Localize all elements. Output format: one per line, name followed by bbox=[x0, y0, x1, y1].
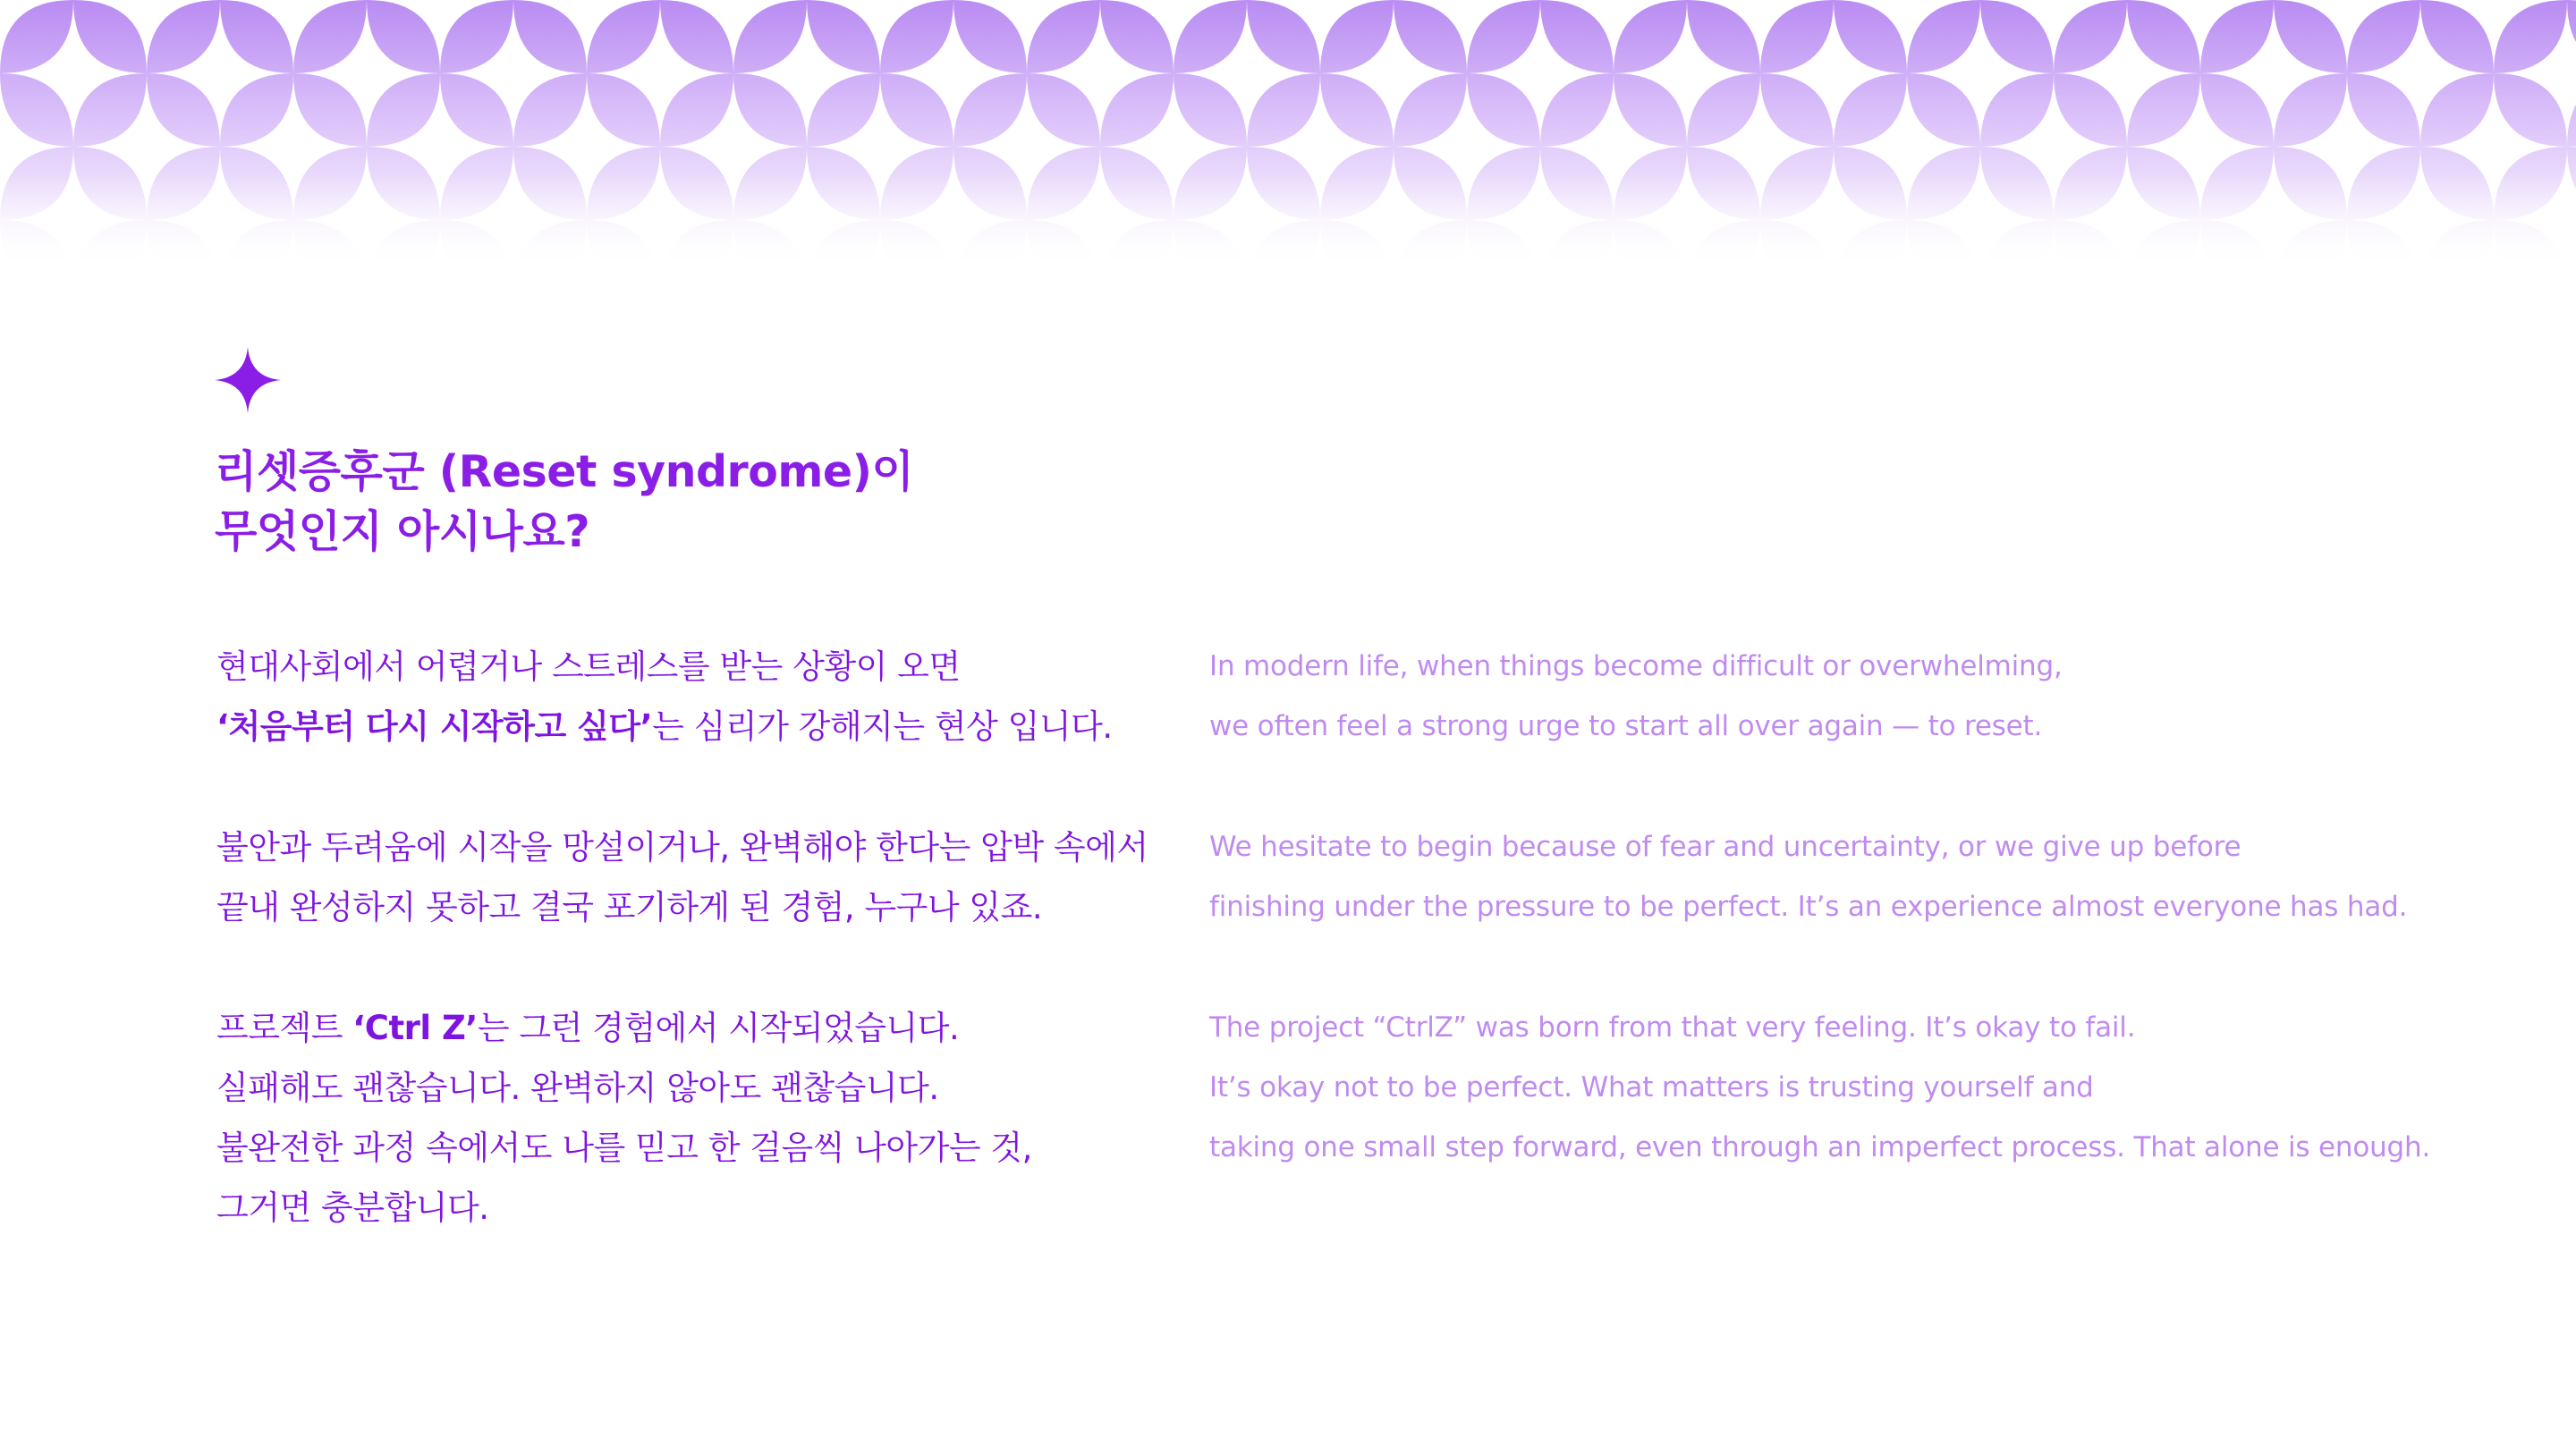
text-segment: 는 그런 경험에서 시작되었습니다. bbox=[477, 1009, 960, 1047]
text-line: 불안과 두려움에 시작을 망설이거나, 완벽해야 한다는 압박 속에서 bbox=[216, 828, 1148, 867]
title-line: 무엇인지 아시나요? bbox=[215, 506, 590, 557]
korean-paragraph bbox=[216, 637, 1174, 757]
text-line: finishing under the pressure to be perfect. It’s an experience almost everyone has had. bbox=[1209, 891, 2408, 923]
text-line: 끝내 완성하지 못하고 결국 포기하게 된 경험, 누구나 있죠. bbox=[216, 888, 1043, 926]
title-line: 리셋증후군 (Reset syndrome)이 bbox=[215, 446, 914, 497]
text-line bbox=[216, 697, 1174, 757]
english-paragraph bbox=[1209, 998, 2479, 1178]
four-point-sparkle-icon bbox=[215, 347, 281, 413]
text-line: It’s okay not to be perfect. What matters is trusting yourself and bbox=[1209, 1071, 2094, 1104]
korean-text-column bbox=[216, 637, 1174, 1298]
text-line: taking one small step forward, even through an imperfect process. That alone is enough. bbox=[1209, 1131, 2431, 1163]
english-text-column bbox=[1209, 637, 2479, 1239]
text-line: We hesitate to begin because of fear and uncertainty, or we give up before bbox=[1209, 831, 2241, 863]
page-title bbox=[215, 442, 913, 562]
text-line: 현대사회에서 어렵거나 스트레스를 받는 상황이 오면 bbox=[216, 647, 961, 686]
english-paragraph bbox=[1209, 817, 2479, 937]
emphasis-text: ‘Ctrl Z’ bbox=[352, 1009, 478, 1047]
text-segment: 프로젝트 bbox=[216, 1009, 353, 1047]
text-line: The project “CtrlZ” was born from that very feeling. It’s okay to fail. bbox=[1209, 1011, 2136, 1044]
english-paragraph bbox=[1209, 637, 2479, 757]
emphasis-text: ‘처음부터 다시 시작하고 싶다’ bbox=[216, 707, 653, 746]
text-segment: 는 심리가 강해지는 현상 입니다. bbox=[652, 707, 1113, 746]
text-line: 실패해도 괜찮습니다. 완벽하지 않아도 괜찮습니다. bbox=[216, 1069, 939, 1107]
sparkle-pattern-banner bbox=[0, 0, 2576, 268]
text-line bbox=[216, 998, 1174, 1058]
text-line: 그거면 충분합니다. bbox=[216, 1188, 489, 1227]
text-line: 불완전한 과정 속에서도 나를 믿고 한 걸음씩 나아가는 것, bbox=[216, 1129, 1032, 1167]
korean-paragraph bbox=[216, 817, 1174, 937]
text-line: In modern life, when things become difficult or overwhelming, bbox=[1209, 650, 2063, 682]
sparkle-pattern-graphic bbox=[0, 0, 2576, 268]
korean-paragraph bbox=[216, 998, 1174, 1238]
text-line: we often feel a strong urge to start all over again — to reset. bbox=[1209, 710, 2043, 742]
